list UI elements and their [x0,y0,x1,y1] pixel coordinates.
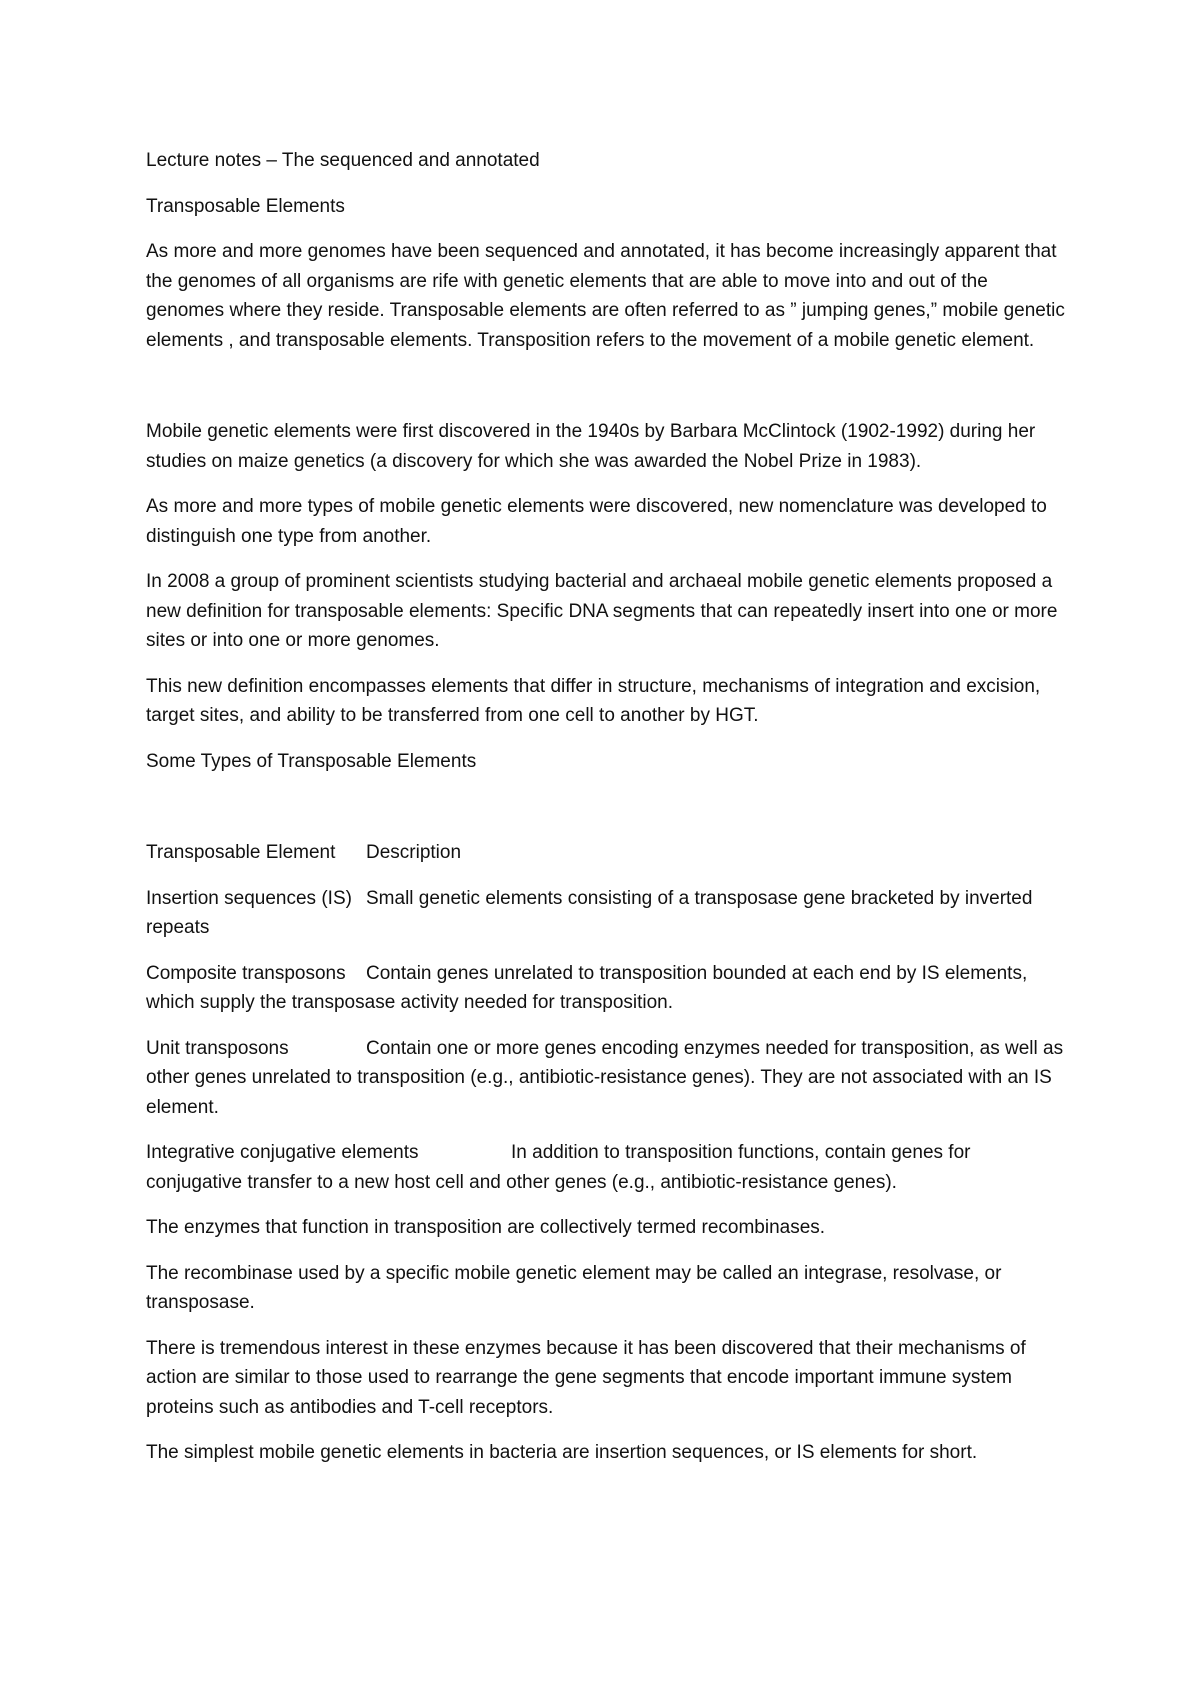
spacer [146,371,1066,417]
paragraph-intro: As more and more genomes have been sequenced and annotated, it has become increasingly apparent that the genomes of all organisms are rife with genetic elements that are able to move into and out of the genomes where they reside. Transposable elements are often referred to as ” jumping genes,” mobile genetic elements , and transposable elements. Transposition refers to the movement of a mobile genetic element. [146,241,1065,351]
table-row [146,1138,1066,1197]
table-row [146,959,1066,1018]
paragraph-simplest: The simplest mobile genetic elements in bacteria are insertion sequences, or IS elements for short. [146,1442,978,1463]
table-header-description: Description [366,842,462,863]
table-row-description: Contain one or more genes encoding enzymes needed for transposition, as well as other genes unrelated to transposition (e.g., antibiotic-resistance genes). They are not associated with an IS element. [146,1037,1064,1118]
table-header-row [146,838,1066,868]
table-row-term: Unit transposons [146,1037,289,1059]
table-row [146,1034,1066,1123]
table-row-term: Integrative conjugative elements [146,1142,419,1163]
paragraph-scope: This new definition encompasses elements that differ in structure, mechanisms of integration and excision, target sites, and ability to be transferred from one cell to another by HGT. [146,675,1041,726]
paragraph-history: Mobile genetic elements were first discovered in the 1940s by Barbara McClintock (1902-1992) during her studies on maize genetics (a discovery for which she was awarded the Nobel Prize in 1983). [146,421,1036,472]
table-row-description: Contain genes unrelated to transposition bounded at each end by IS elements, which supply the transposase activity needed for transposition. [146,962,1028,1013]
paragraph-definition: In 2008 a group of prominent scientists studying bacterial and archaeal mobile genetic elements proposed a new definition for transposable elements: Specific DNA segments that can repeatedly insert into one or more sites or into one or more genomes. [146,571,1058,651]
spacer [146,792,1066,838]
section-heading: Transposable Elements [146,195,345,217]
paragraph-nomenclature: As more and more types of mobile genetic elements were discovered, new nomenclature was developed to distinguish one type from another. [146,496,1047,547]
paragraph-integrase: The recombinase used by a specific mobile genetic element may be called an integrase, resolvase, or transposase. [146,1262,1002,1313]
table-row [146,884,1066,943]
table-row-term: Insertion sequences (IS) [146,887,352,909]
paragraph-recombinases: The enzymes that function in transposition are collectively termed recombinases. [146,1217,826,1238]
paragraph-interest: There is tremendous interest in these enzymes because it has been discovered that their mechanisms of action are similar to those used to rearrange the gene segments that encode important immune system proteins such as antibodies and T-cell receptors. [146,1337,1026,1418]
table-row-description: In addition to transposition functions, contain genes for conjugative transfer to a new host cell and other genes (e.g., antibiotic-resistance genes). [146,1142,971,1193]
table-row-term: Composite transposons [146,962,346,984]
types-heading: Some Types of Transposable Elements [146,750,477,772]
document-title: Lecture notes – The sequenced and annotated [146,150,540,171]
table-row-description: Small genetic elements consisting of a transposase gene bracketed by inverted repeats [146,887,1033,938]
table-header-term: Transposable Element [146,842,336,863]
document-body [146,146,1066,1484]
